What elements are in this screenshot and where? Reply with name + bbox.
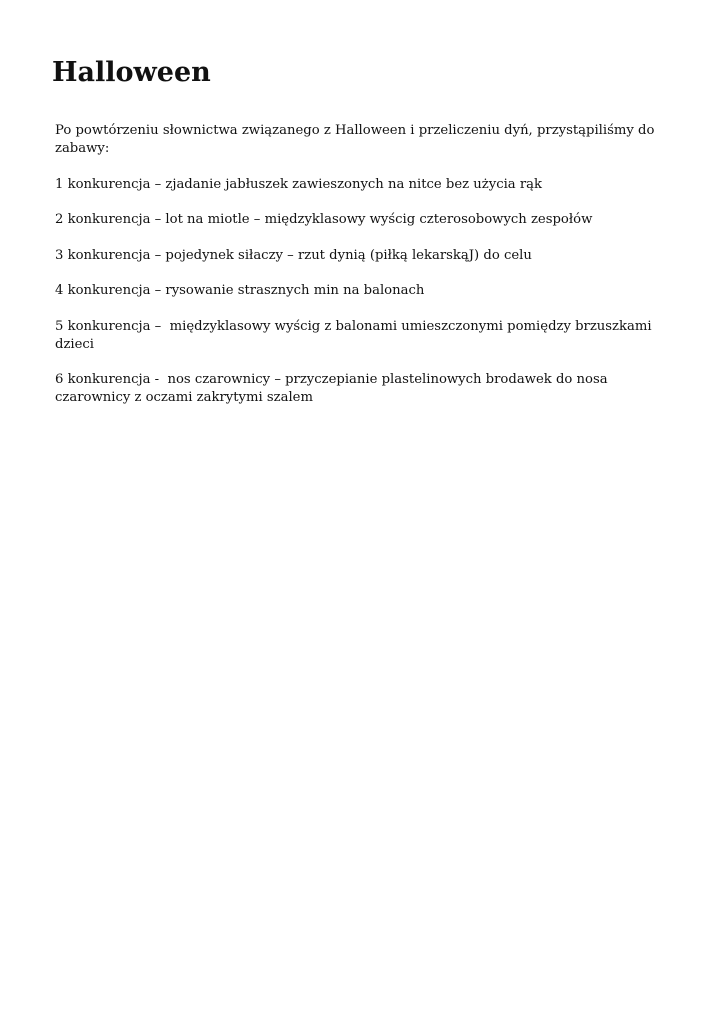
competition-item-6: 6 konkurencja - nos czarownicy – przyczepianie plastelinowych brodawek do nosa czarownicy z oczami zakrytymi szalem <box>55 372 612 405</box>
page-title: Halloween <box>52 57 211 88</box>
competition-item-4: 4 konkurencja – rysowanie strasznych min na balonach <box>55 283 425 298</box>
competition-item-3: 3 konkurencja – pojedynek siłaczy – rzut dynią (piłką lekarskąJ) do celu <box>55 247 532 263</box>
intro-paragraph: Po powtórzeniu słownictwa związanego z Halloween i przeliczeniu dyń, przystąpiliśmy do zabawy: <box>55 123 659 156</box>
competition-item-1: 1 konkurencja – zjadanie jabłuszek zawieszonych na nitce bez użycia rąk <box>55 176 543 192</box>
document-body <box>55 122 675 425</box>
competition-item-2: 2 konkurencja – lot na miotle – międzyklasowy wyścig czterosobowych zespołów <box>55 212 593 227</box>
competition-item-5: 5 konkurencja – międzyklasowy wyścig z balonami umieszczonymi pomiędzy brzuszkami dzieci <box>55 318 656 352</box>
